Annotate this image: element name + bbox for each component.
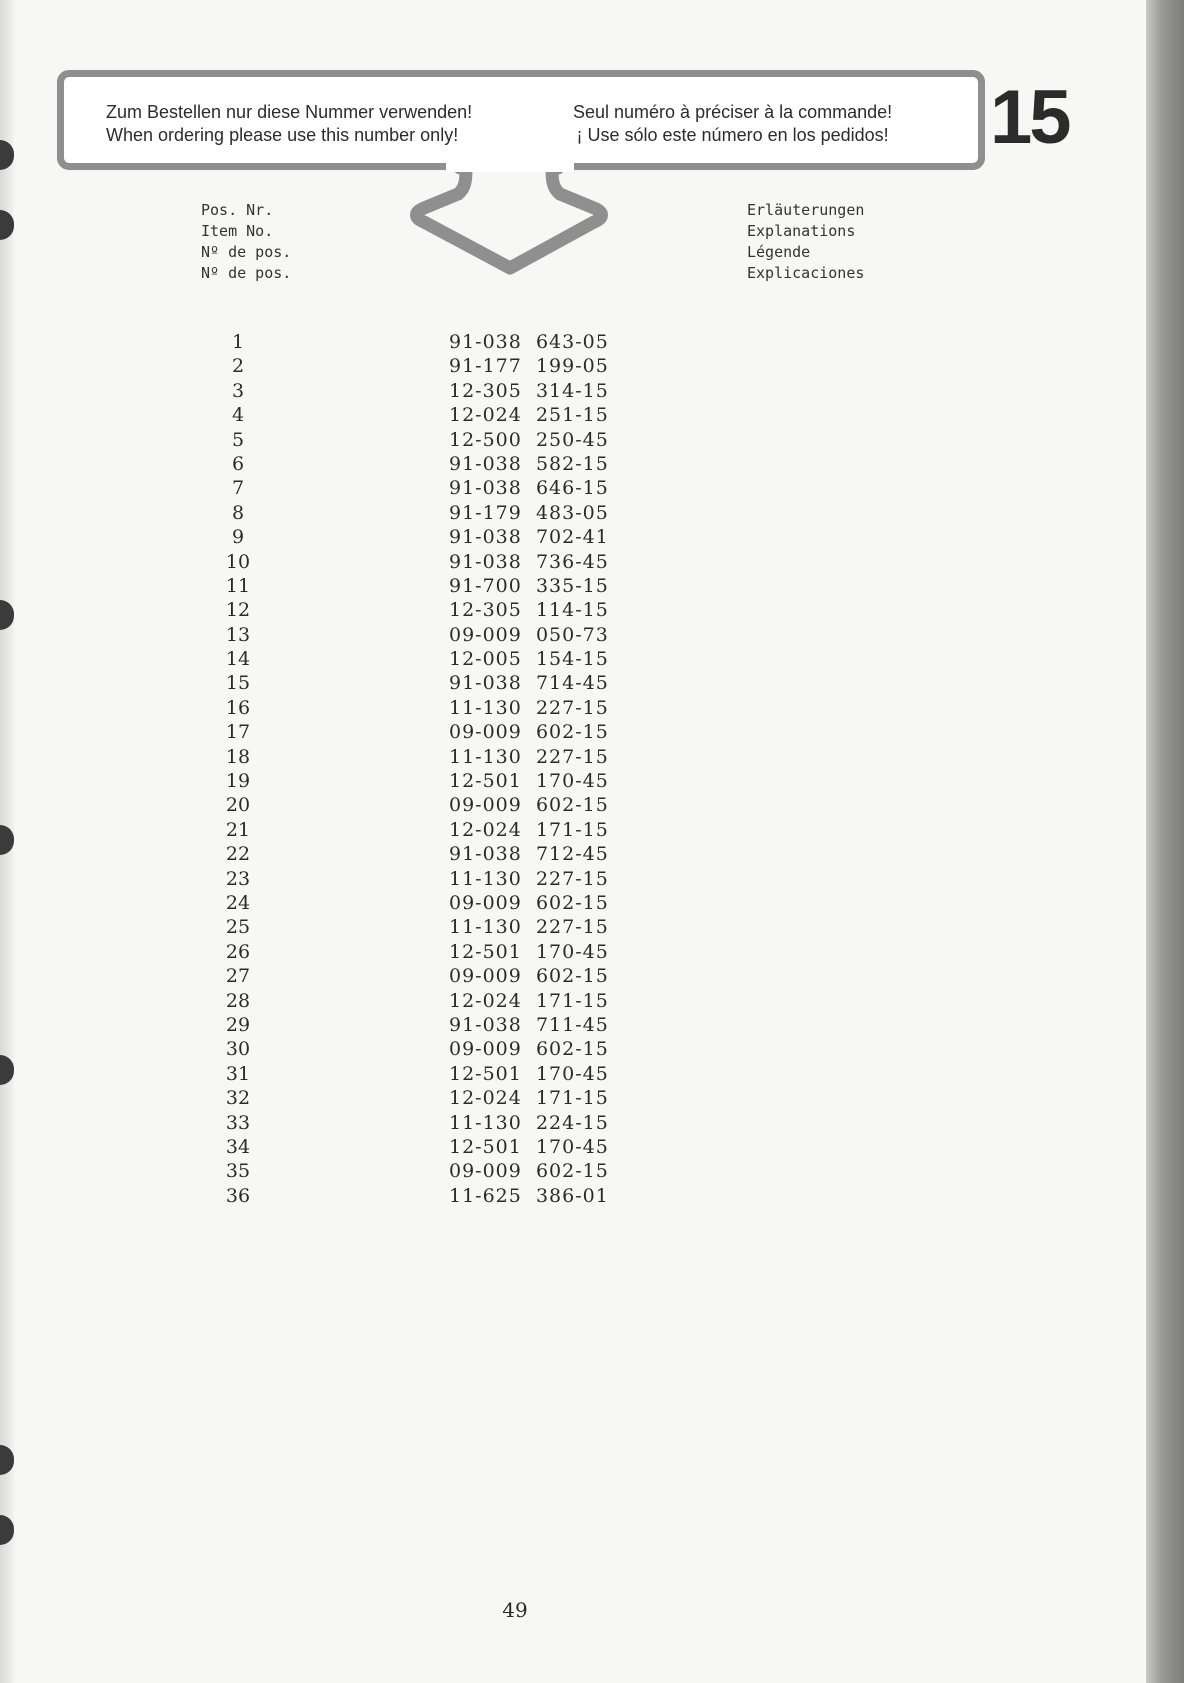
parts-row (220, 989, 609, 1013)
banner-text-left (106, 101, 472, 147)
position-number: 18 (225, 745, 251, 768)
position-number: 33 (225, 1111, 251, 1134)
part-number: 91-038 736-45 (449, 550, 609, 573)
parts-row (220, 1037, 609, 1061)
part-number: 12-024 251-15 (449, 404, 609, 427)
part-number: 11-625 386-01 (449, 1184, 609, 1207)
position-number: 27 (225, 965, 251, 988)
part-number: 12-005 154-15 (449, 648, 609, 671)
parts-row (220, 1159, 609, 1183)
parts-row (220, 964, 609, 988)
position-number: 23 (225, 867, 251, 890)
header-line: Item No. (201, 222, 274, 240)
position-number: 2 (231, 355, 245, 378)
explanations-header (747, 200, 864, 284)
position-number: 1 (231, 331, 245, 353)
parts-row (220, 1135, 609, 1159)
part-number: 12-024 171-15 (449, 818, 609, 841)
part-number: 12-305 314-15 (449, 379, 609, 402)
banner-line-spanish: ¡ Use sólo este número en los pedidos! (576, 125, 889, 145)
parts-row (220, 476, 609, 500)
position-number: 34 (225, 1135, 251, 1158)
part-number: 09-009 602-15 (449, 721, 609, 744)
position-number: 22 (225, 843, 251, 866)
parts-row (220, 1062, 609, 1086)
part-number: 91-038 711-45 (449, 1013, 609, 1036)
parts-row (220, 671, 609, 695)
position-number: 26 (225, 940, 251, 963)
position-number: 8 (231, 501, 245, 524)
parts-row (220, 330, 609, 354)
position-number: 25 (225, 916, 251, 939)
position-number: 11 (225, 574, 251, 597)
part-number: 12-500 250-45 (449, 428, 609, 451)
banner-line-french: Seul numéro à préciser à la commande! (573, 102, 893, 122)
page-shadow-edge (1146, 0, 1184, 1683)
part-number: 91-038 712-45 (449, 843, 609, 866)
banner-line-english: When ordering please use this number only! (106, 125, 459, 145)
parts-row (220, 769, 609, 793)
part-number: 09-009 602-15 (449, 1038, 609, 1061)
position-number: 36 (225, 1184, 251, 1207)
position-number: 29 (225, 1013, 251, 1036)
position-number: 12 (225, 599, 251, 622)
position-number: 9 (231, 526, 245, 549)
parts-row (220, 452, 609, 476)
part-number: 12-305 114-15 (449, 599, 609, 622)
parts-row (220, 428, 609, 452)
part-number: 12-501 170-45 (449, 1062, 609, 1085)
parts-row (220, 1013, 609, 1037)
position-number: 20 (225, 794, 251, 817)
part-number: 12-501 170-45 (449, 940, 609, 963)
part-number: 91-179 483-05 (449, 501, 609, 524)
parts-row (220, 818, 609, 842)
banner-line-german: Zum Bestellen nur diese Nummer verwenden! (106, 102, 473, 122)
page-number: 49 (502, 1598, 528, 1622)
position-number: 13 (225, 623, 251, 646)
parts-row (220, 1184, 609, 1208)
header-line: Erläuterungen (747, 201, 865, 219)
header-line: Explanations (747, 222, 856, 240)
position-number: 17 (225, 721, 251, 744)
parts-row (220, 403, 609, 427)
part-number: 91-038 702-41 (449, 526, 609, 549)
parts-row (220, 574, 609, 598)
part-number: 12-024 171-15 (449, 989, 609, 1012)
parts-row (220, 623, 609, 647)
parts-row (220, 647, 609, 671)
parts-row (220, 354, 609, 378)
parts-row (220, 793, 609, 817)
part-number: 11-130 227-15 (449, 916, 609, 939)
parts-row (220, 915, 609, 939)
part-number: 12-501 170-45 (449, 1135, 609, 1158)
parts-row (220, 1111, 609, 1135)
parts-row (220, 720, 609, 744)
part-number: 11-130 227-15 (449, 696, 609, 719)
down-arrow-icon (400, 160, 620, 290)
position-number: 7 (231, 477, 245, 500)
banner-text-right (573, 101, 892, 147)
parts-row (220, 525, 609, 549)
parts-row (220, 1086, 609, 1110)
position-number: 32 (225, 1087, 251, 1110)
part-number: 09-009 602-15 (449, 965, 609, 988)
part-number: 91-700 335-15 (449, 574, 609, 597)
position-number: 10 (225, 550, 251, 573)
parts-row (220, 745, 609, 769)
part-number: 09-009 050-73 (449, 623, 609, 646)
parts-row (220, 940, 609, 964)
part-number: 91-038 582-15 (449, 452, 609, 475)
parts-row (220, 867, 609, 891)
part-number: 11-130 227-15 (449, 745, 609, 768)
position-number: 28 (225, 989, 251, 1012)
position-number: 4 (231, 404, 245, 427)
parts-row (220, 598, 609, 622)
part-number: 11-130 224-15 (449, 1111, 609, 1134)
part-number: 11-130 227-15 (449, 867, 609, 890)
part-number: 09-009 602-15 (449, 891, 609, 914)
parts-row (220, 891, 609, 915)
position-number: 21 (225, 818, 251, 841)
parts-row (220, 696, 609, 720)
position-number: 30 (225, 1038, 251, 1061)
position-number: 3 (231, 379, 245, 402)
position-number: 24 (225, 891, 251, 914)
part-number: 09-009 602-15 (449, 1160, 609, 1183)
position-number: 6 (231, 452, 245, 475)
position-number: 35 (225, 1160, 251, 1183)
part-number: 91-038 646-15 (449, 477, 609, 500)
position-number: 31 (225, 1062, 251, 1085)
parts-list (220, 330, 609, 1208)
position-number: 19 (225, 770, 251, 793)
ordering-banner (57, 70, 985, 170)
position-header (201, 200, 291, 284)
part-number: 91-038 643-05 (449, 331, 609, 353)
part-number: 91-177 199-05 (449, 355, 609, 378)
part-number: 12-024 171-15 (449, 1087, 609, 1110)
part-number: 91-038 714-45 (449, 672, 609, 695)
position-number: 15 (225, 672, 251, 695)
header-line: Pos. Nr. (201, 201, 274, 219)
header-line: Nº de pos. (201, 243, 292, 261)
part-number: 12-501 170-45 (449, 770, 609, 793)
parts-row (220, 842, 609, 866)
position-number: 5 (231, 428, 245, 451)
position-number: 14 (225, 648, 251, 671)
part-number: 09-009 602-15 (449, 794, 609, 817)
section-number: 15 (990, 75, 1069, 160)
header-line: Nº de pos. (201, 264, 292, 282)
header-line: Explicaciones (747, 264, 865, 282)
header-line: Légende (747, 243, 811, 261)
position-number: 16 (225, 696, 251, 719)
parts-row (220, 550, 609, 574)
parts-row (220, 501, 609, 525)
parts-row (220, 379, 609, 403)
